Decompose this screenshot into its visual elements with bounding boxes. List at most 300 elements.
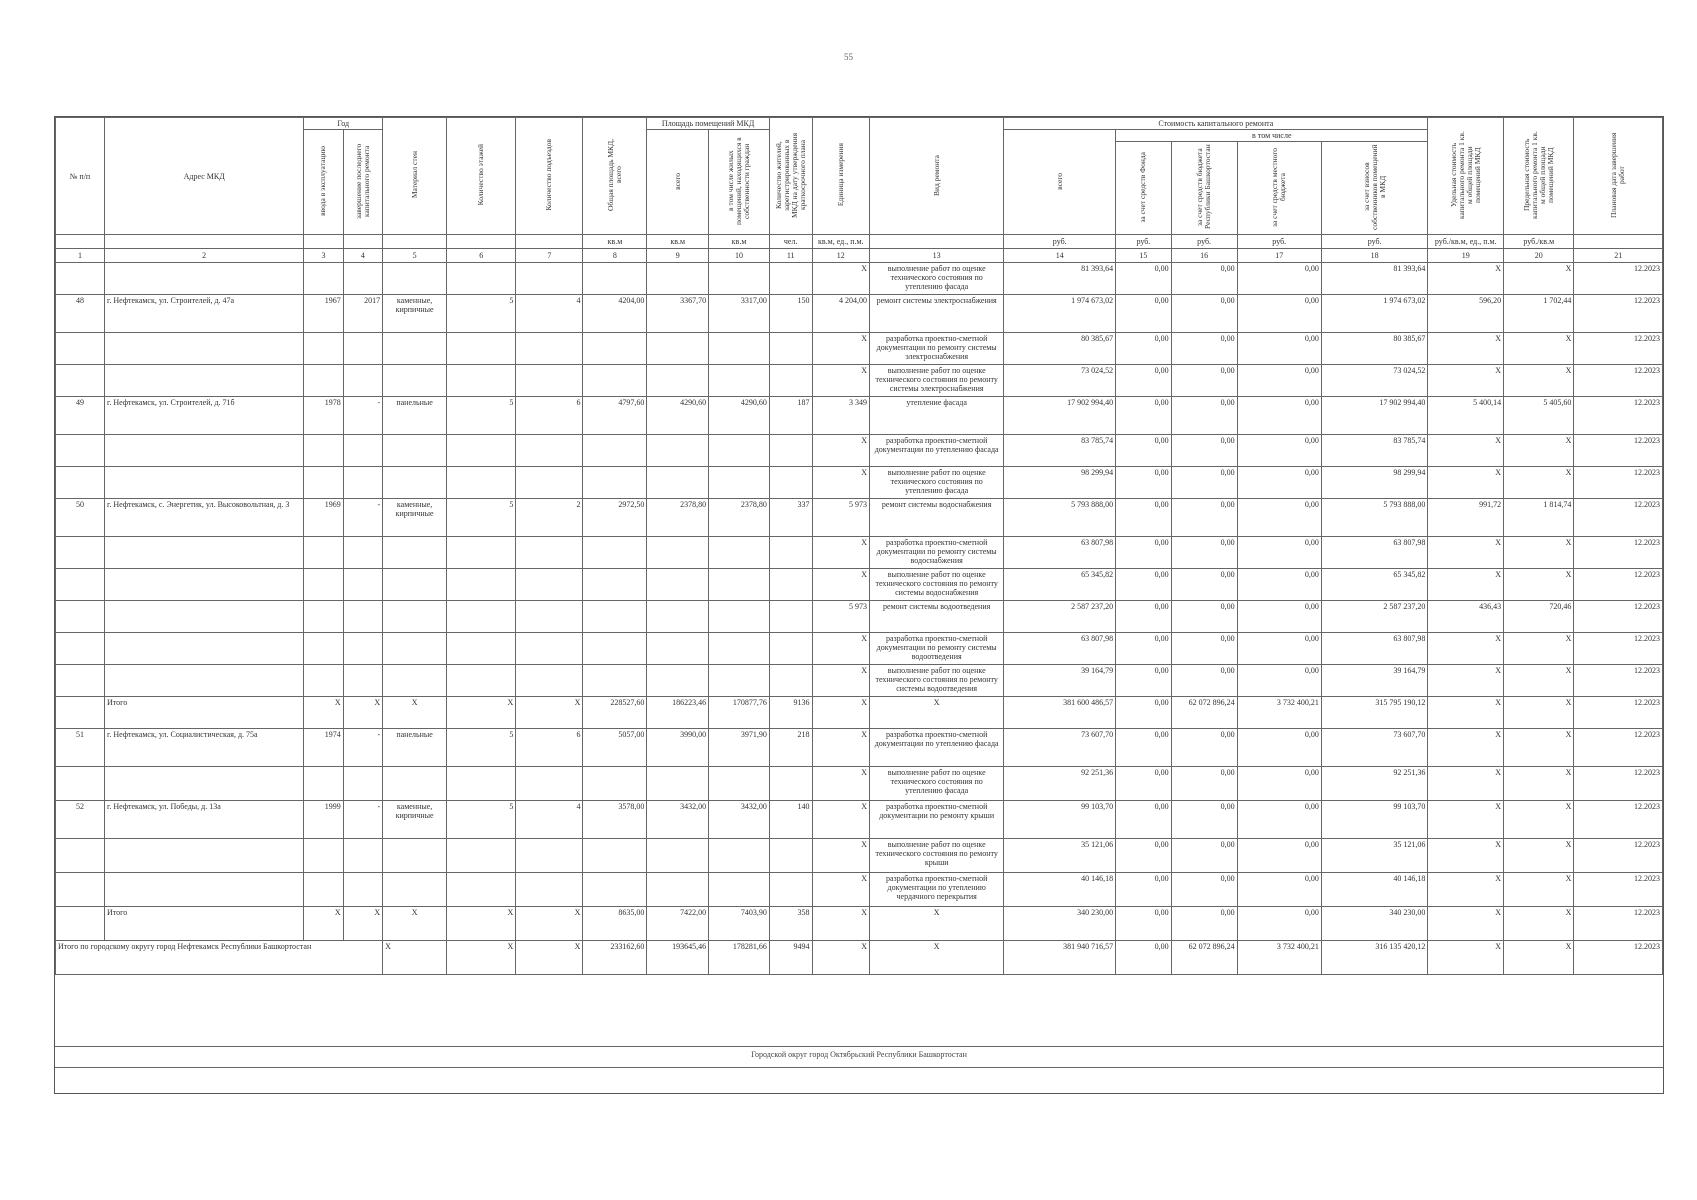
work-type-cell: разработка проектно-сметной документации по ремонту системы водоотведения: [870, 633, 1004, 665]
unit-cell: руб.: [1321, 235, 1428, 249]
table-cell: 62 072 896,24: [1171, 697, 1237, 729]
table-cell: 0,00: [1171, 665, 1237, 697]
table-cell: X: [1504, 569, 1574, 601]
table-row: [56, 263, 1663, 295]
table-cell: [769, 665, 812, 697]
table-cell: X: [1504, 263, 1574, 295]
table-cell: [383, 665, 447, 697]
work-type-cell: выполнение работ по оценке технического состояния по утеплению фасада: [870, 467, 1004, 499]
table-cell: 0,00: [1116, 365, 1171, 397]
table-cell: 2: [516, 499, 583, 537]
table-cell: [343, 263, 382, 295]
table-cell: 233162,60: [583, 941, 647, 975]
work-type-cell: разработка проектно-сметной документации по ремонту системы водоснабжения: [870, 537, 1004, 569]
address-cell: Итого: [105, 907, 304, 941]
table-cell: [383, 873, 447, 907]
table-cell: 63 807,98: [1321, 633, 1428, 665]
subtotal-row: [56, 697, 1663, 729]
table-cell: [56, 333, 105, 365]
table-cell: 0,00: [1237, 873, 1321, 907]
table-cell: [769, 767, 812, 801]
header-cost-local: за счет средств местного бюджета: [1237, 142, 1321, 235]
table-cell: 83 785,74: [1004, 435, 1116, 467]
table-row: [56, 839, 1663, 873]
table-cell: X: [1428, 729, 1504, 767]
table-cell: [447, 633, 516, 665]
table-cell: [447, 601, 516, 633]
table-cell: X: [1428, 333, 1504, 365]
column-number-cell: 19: [1428, 249, 1504, 263]
table-cell: [583, 537, 647, 569]
work-type-cell: разработка проектно-сметной документации по ремонту системы электроснабжения: [870, 333, 1004, 365]
table-cell: [447, 569, 516, 601]
table-cell: [709, 263, 770, 295]
table-cell: [583, 767, 647, 801]
column-number-cell: 6: [447, 249, 516, 263]
table-cell: [56, 537, 105, 569]
header-cost-group: Стоимость капитального ремонта: [1004, 118, 1428, 130]
table-cell: X: [343, 697, 382, 729]
table-cell: [304, 839, 343, 873]
table-cell: 12.2023: [1574, 435, 1663, 467]
column-number-cell: 20: [1504, 249, 1574, 263]
table-cell: [447, 665, 516, 697]
column-number-cell: 12: [812, 249, 870, 263]
table-cell: 0,00: [1171, 333, 1237, 365]
unit-cell: кв.м: [709, 235, 770, 249]
table-cell: 0,00: [1171, 365, 1237, 397]
table-cell: [56, 839, 105, 873]
table-cell: 5 793 888,00: [1004, 499, 1116, 537]
table-cell: 17 902 994,40: [1004, 397, 1116, 435]
table-cell: X: [516, 907, 583, 941]
table-cell: X: [1428, 907, 1504, 941]
table-cell: [56, 633, 105, 665]
table-cell: 3990,00: [647, 729, 709, 767]
table-cell: 8635,00: [583, 907, 647, 941]
unit-cell: [343, 235, 382, 249]
table-cell: -: [343, 499, 382, 537]
table-cell: 0,00: [1171, 569, 1237, 601]
address-cell: [105, 467, 304, 499]
table-cell: 12.2023: [1574, 767, 1663, 801]
table-cell: 1 702,44: [1504, 295, 1574, 333]
table-cell: 991,72: [1428, 499, 1504, 537]
table-cell: 1 974 673,02: [1321, 295, 1428, 333]
work-type-cell: разработка проектно-сметной документации по утеплению чердачного перекрытия: [870, 873, 1004, 907]
table-cell: [383, 601, 447, 633]
table-cell: X: [1504, 873, 1574, 907]
table-cell: 0,00: [1171, 467, 1237, 499]
table-cell: X: [1504, 801, 1574, 839]
table-cell: [769, 569, 812, 601]
table-cell: 0,00: [1237, 537, 1321, 569]
table-cell: 337: [769, 499, 812, 537]
unit-cell: руб.: [1237, 235, 1321, 249]
table-cell: [56, 767, 105, 801]
table-row: [56, 633, 1663, 665]
column-number-cell: 2: [105, 249, 304, 263]
table-cell: 0,00: [1116, 499, 1171, 537]
table-cell: 12.2023: [1574, 295, 1663, 333]
table-cell: 3578,00: [583, 801, 647, 839]
table-cell: 12.2023: [1574, 333, 1663, 365]
address-cell: [105, 665, 304, 697]
column-number-cell: 7: [516, 249, 583, 263]
table-cell: [304, 435, 343, 467]
address-cell: [105, 435, 304, 467]
table-cell: [383, 633, 447, 665]
work-type-cell: разработка проектно-сметной документации по утеплению фасада: [870, 729, 1004, 767]
table-cell: X: [1428, 569, 1504, 601]
table-cell: 92 251,36: [1004, 767, 1116, 801]
table-cell: X: [304, 907, 343, 941]
table-cell: 0,00: [1237, 801, 1321, 839]
table-cell: X: [1428, 263, 1504, 295]
table-cell: [304, 537, 343, 569]
table-cell: 81 393,64: [1004, 263, 1116, 295]
table-cell: 0,00: [1116, 397, 1171, 435]
table-cell: 12.2023: [1574, 697, 1663, 729]
table-cell: 5 405,60: [1504, 397, 1574, 435]
unit-cell: [447, 235, 516, 249]
table-cell: 2017: [343, 295, 382, 333]
table-cell: 0,00: [1237, 295, 1321, 333]
table-cell: 3 349: [812, 397, 870, 435]
table-cell: X: [1504, 665, 1574, 697]
table-cell: [647, 537, 709, 569]
unit-cell: [870, 235, 1004, 249]
table-cell: [383, 467, 447, 499]
table-cell: 12.2023: [1574, 729, 1663, 767]
table-cell: X: [1428, 435, 1504, 467]
table-cell: 340 230,00: [1321, 907, 1428, 941]
unit-cell: чел.: [769, 235, 812, 249]
address-cell: г. Нефтекамск, ул. Строителей, д. 47а: [105, 295, 304, 333]
table-cell: X: [1428, 839, 1504, 873]
table-cell: [769, 435, 812, 467]
table-cell: X: [447, 941, 516, 975]
table-cell: 48: [56, 295, 105, 333]
table-cell: 12.2023: [1574, 665, 1663, 697]
section-divider-bottom: [55, 1067, 1663, 1068]
table-cell: 5: [447, 499, 516, 537]
table-cell: [447, 839, 516, 873]
table-cell: X: [1504, 839, 1574, 873]
header-address: Адрес МКД: [105, 118, 304, 235]
table-cell: 9136: [769, 697, 812, 729]
unit-cell: руб.: [1116, 235, 1171, 249]
address-cell: [105, 873, 304, 907]
table-cell: [516, 263, 583, 295]
table-cell: X: [1504, 907, 1574, 941]
table-cell: 35 121,06: [1004, 839, 1116, 873]
table-cell: 436,43: [1428, 601, 1504, 633]
header-year-last-repair: завершение последнего капитального ремонта: [343, 130, 382, 235]
header-cost-fund: за счет средств Фонда: [1116, 142, 1171, 235]
table-cell: [56, 263, 105, 295]
table-cell: [769, 263, 812, 295]
address-cell: г. Нефтекамск, ул. Победы, д. 13а: [105, 801, 304, 839]
address-cell: [105, 365, 304, 397]
table-cell: [304, 333, 343, 365]
work-type-cell: выполнение работ по оценке технического состояния по утеплению фасада: [870, 767, 1004, 801]
table-cell: [516, 665, 583, 697]
table-cell: X: [383, 941, 447, 975]
table-cell: X: [1428, 467, 1504, 499]
table-row: [56, 435, 1663, 467]
table-cell: 98 299,94: [1321, 467, 1428, 499]
table-cell: 5 973: [812, 601, 870, 633]
table-cell: 73 607,70: [1321, 729, 1428, 767]
table-row: [56, 767, 1663, 801]
table-cell: [304, 365, 343, 397]
header-cost-total: всего: [1004, 130, 1116, 235]
table-cell: X: [870, 941, 1004, 975]
table-cell: [709, 767, 770, 801]
table-cell: [343, 633, 382, 665]
table-cell: X: [343, 907, 382, 941]
table-cell: 0,00: [1171, 729, 1237, 767]
table-cell: 0,00: [1237, 601, 1321, 633]
table-cell: [709, 365, 770, 397]
table-cell: 12.2023: [1574, 569, 1663, 601]
table-cell: 0,00: [1116, 537, 1171, 569]
table-cell: 186223,46: [647, 697, 709, 729]
table-cell: 150: [769, 295, 812, 333]
table-cell: [516, 839, 583, 873]
table-cell: 99 103,70: [1321, 801, 1428, 839]
table-cell: 596,20: [1428, 295, 1504, 333]
grand-total-row: [56, 941, 1663, 975]
register-frame: [54, 116, 1664, 1094]
table-cell: X: [812, 435, 870, 467]
table-cell: [304, 665, 343, 697]
header-area-group: Площадь помещений МКД: [647, 118, 770, 130]
table-cell: 340 230,00: [1004, 907, 1116, 941]
table-cell: 1999: [304, 801, 343, 839]
table-cell: X: [1428, 941, 1504, 975]
table-cell: [56, 601, 105, 633]
table-cell: 9494: [769, 941, 812, 975]
table-cell: 0,00: [1237, 767, 1321, 801]
table-cell: [516, 467, 583, 499]
table-cell: 12.2023: [1574, 633, 1663, 665]
table-cell: 0,00: [1171, 397, 1237, 435]
table-cell: 50: [56, 499, 105, 537]
table-cell: [516, 767, 583, 801]
header-material: Материал стен: [383, 118, 447, 235]
table-cell: 0,00: [1116, 633, 1171, 665]
table-row: [56, 295, 1663, 333]
header-work-type: Вид ремонта: [870, 118, 1004, 235]
table-cell: [343, 601, 382, 633]
table-cell: [304, 467, 343, 499]
table-cell: 3971,90: [709, 729, 770, 767]
table-cell: 6: [516, 397, 583, 435]
table-cell: 0,00: [1237, 665, 1321, 697]
table-cell: 5 400,14: [1428, 397, 1504, 435]
table-cell: 39 164,79: [1004, 665, 1116, 697]
table-cell: 0,00: [1116, 263, 1171, 295]
unit-cell: [105, 235, 304, 249]
header-limit-cost: Предельная стоимость капитального ремонта 1 кв. м общей площади помещений МКД: [1504, 118, 1574, 235]
column-number-cell: 17: [1237, 249, 1321, 263]
table-cell: 0,00: [1171, 601, 1237, 633]
table-cell: -: [343, 729, 382, 767]
table-cell: X: [1504, 467, 1574, 499]
table-cell: -: [343, 397, 382, 435]
address-cell: г. Нефтекамск, ул. Строителей, д. 71б: [105, 397, 304, 435]
table-cell: 0,00: [1116, 729, 1171, 767]
table-cell: [709, 873, 770, 907]
table-cell: [647, 767, 709, 801]
table-cell: 52: [56, 801, 105, 839]
table-cell: 358: [769, 907, 812, 941]
table-cell: [447, 767, 516, 801]
column-number-cell: 9: [647, 249, 709, 263]
table-cell: [516, 601, 583, 633]
table-cell: 49: [56, 397, 105, 435]
table-cell: 316 135 420,12: [1321, 941, 1428, 975]
table-cell: 3317,00: [709, 295, 770, 333]
table-cell: 0,00: [1237, 365, 1321, 397]
table-cell: [304, 873, 343, 907]
table-cell: 98 299,94: [1004, 467, 1116, 499]
table-cell: [56, 569, 105, 601]
table-cell: 65 345,82: [1321, 569, 1428, 601]
table-cell: X: [812, 697, 870, 729]
table-cell: X: [812, 767, 870, 801]
table-cell: 720,46: [1504, 601, 1574, 633]
table-cell: [583, 435, 647, 467]
table-cell: 1974: [304, 729, 343, 767]
table-row: [56, 537, 1663, 569]
table-row: [56, 397, 1663, 435]
unit-cell: [516, 235, 583, 249]
address-cell: [105, 569, 304, 601]
table-cell: X: [812, 365, 870, 397]
table-cell: -: [343, 801, 382, 839]
table-cell: 1 974 673,02: [1004, 295, 1116, 333]
subtotal-row: [56, 907, 1663, 941]
unit-cell: [1574, 235, 1663, 249]
table-cell: X: [812, 941, 870, 975]
table-cell: 0,00: [1171, 873, 1237, 907]
table-cell: 0,00: [1116, 941, 1171, 975]
table-cell: X: [812, 333, 870, 365]
table-cell: X: [812, 729, 870, 767]
table-row: [56, 665, 1663, 697]
table-cell: 4290,60: [709, 397, 770, 435]
unit-cell: [304, 235, 343, 249]
header-unit: Единица измерения: [812, 118, 870, 235]
address-cell: Итого: [105, 697, 304, 729]
table-cell: [447, 435, 516, 467]
table-cell: X: [812, 873, 870, 907]
table-cell: X: [1428, 767, 1504, 801]
table-cell: [447, 467, 516, 499]
table-cell: X: [1504, 633, 1574, 665]
table-cell: [56, 907, 105, 941]
table-cell: [516, 333, 583, 365]
table-cell: 12.2023: [1574, 873, 1663, 907]
table-cell: 0,00: [1171, 767, 1237, 801]
work-type-cell: X: [870, 697, 1004, 729]
table-cell: 1 814,74: [1504, 499, 1574, 537]
table-cell: [383, 435, 447, 467]
work-type-cell: выполнение работ по оценке технического состояния по ремонту системы электроснабжения: [870, 365, 1004, 397]
table-cell: [343, 665, 382, 697]
table-cell: X: [1428, 801, 1504, 839]
table-row: [56, 499, 1663, 537]
table-cell: [583, 467, 647, 499]
table-cell: 5: [447, 729, 516, 767]
table-cell: [769, 467, 812, 499]
unit-cell: [383, 235, 447, 249]
table-cell: [343, 873, 382, 907]
address-cell: [105, 839, 304, 873]
table-row: [56, 467, 1663, 499]
table-row: [56, 333, 1663, 365]
table-cell: 0,00: [1116, 907, 1171, 941]
table-cell: [709, 839, 770, 873]
table-cell: 63 807,98: [1004, 633, 1116, 665]
table-cell: 4: [516, 801, 583, 839]
table-cell: [447, 365, 516, 397]
table-cell: 81 393,64: [1321, 263, 1428, 295]
table-cell: X: [447, 907, 516, 941]
column-number-cell: 3: [304, 249, 343, 263]
table-cell: 2 587 237,20: [1321, 601, 1428, 633]
table-cell: [709, 435, 770, 467]
table-cell: 83 785,74: [1321, 435, 1428, 467]
table-cell: 1978: [304, 397, 343, 435]
table-cell: [583, 333, 647, 365]
table-cell: [343, 569, 382, 601]
table-cell: панельные: [383, 397, 447, 435]
address-cell: [105, 601, 304, 633]
header-cost-rb: за счет средств бюджета Республики Башкортостан: [1171, 142, 1237, 235]
unit-cell: кв.м: [583, 235, 647, 249]
work-type-cell: выполнение работ по оценке технического состояния по утеплению фасада: [870, 263, 1004, 295]
header-planned-date: Плановая дата завершения работ: [1574, 118, 1663, 235]
table-cell: 4 204,00: [812, 295, 870, 333]
table-cell: [583, 365, 647, 397]
table-cell: [383, 569, 447, 601]
table-cell: [383, 365, 447, 397]
table-cell: 73 024,52: [1004, 365, 1116, 397]
units-row: [56, 235, 1663, 249]
table-cell: 0,00: [1171, 435, 1237, 467]
table-cell: [447, 333, 516, 365]
unit-cell: кв.м, ед., п.м.: [812, 235, 870, 249]
column-number-cell: 11: [769, 249, 812, 263]
table-cell: [516, 537, 583, 569]
table-cell: [709, 665, 770, 697]
column-number-cell: 1: [56, 249, 105, 263]
unit-cell: руб./кв.м, ед., п.м.: [1428, 235, 1504, 249]
table-cell: X: [812, 907, 870, 941]
table-row: [56, 801, 1663, 839]
table-cell: [769, 333, 812, 365]
table-cell: [583, 633, 647, 665]
column-number-cell: 18: [1321, 249, 1428, 263]
table-cell: X: [516, 697, 583, 729]
table-cell: 3 732 400,21: [1237, 941, 1321, 975]
work-type-cell: разработка проектно-сметной документации по утеплению фасада: [870, 435, 1004, 467]
work-type-cell: выполнение работ по оценке технического состояния по ремонту системы водоснабжения: [870, 569, 1004, 601]
